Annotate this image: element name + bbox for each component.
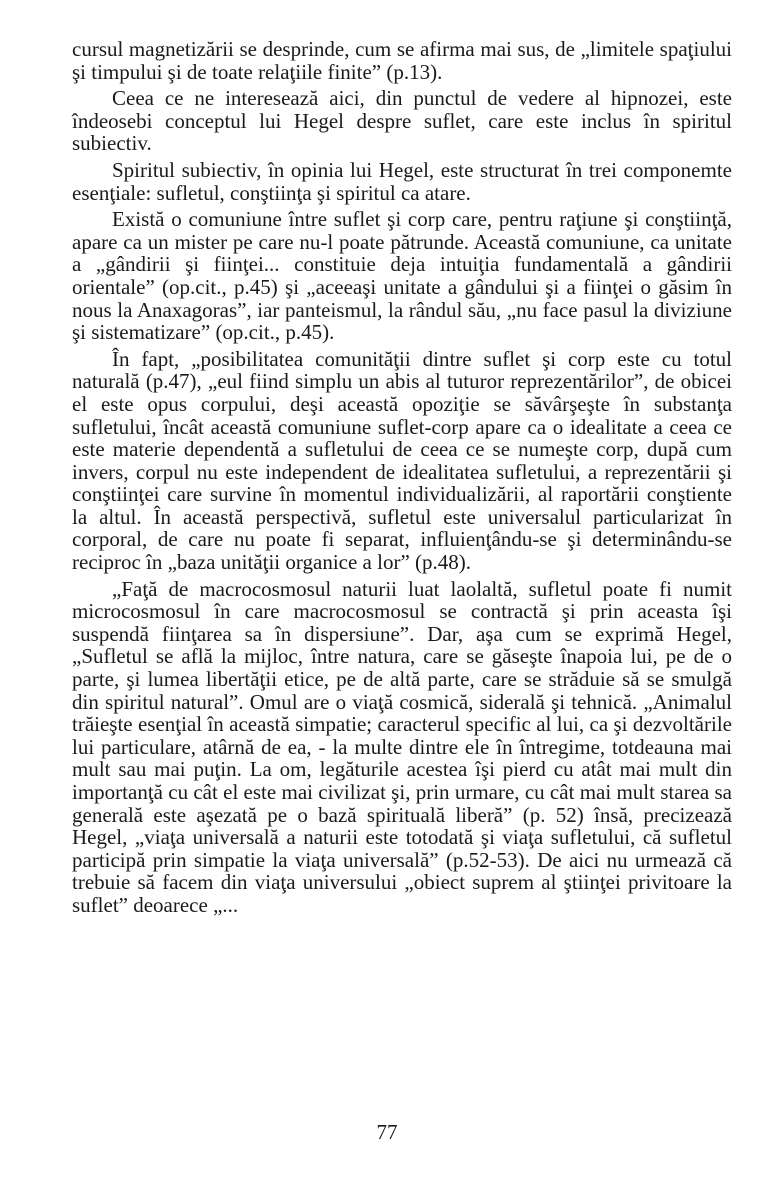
body-text [72,38,732,921]
paragraph-continuation: cursul magnetizării se desprinde, cum se afirma mai sus, de „limitele spaţiului şi timpului şi de toate relaţiile finite” (p.13). [72,37,732,84]
page-number: 77 [376,1120,398,1144]
paragraph-hypnosis-interest: Ceea ce ne interesează aici, din punctul de vedere al hipnozei, este îndeosebi conceptul lui Hegel despre suflet, care este inclus în spiritul subiectiv. [72,86,732,156]
paragraph-subjective-spirit: Spiritul subiectiv, în opinia lui Hegel, este structurat în trei componemte esenţiale: sufletul, conştiinţa şi spiritul ca atare. [72,157,732,205]
paragraph-macrocosm: „Faţă de macrocosmosul naturii luat laolaltă, sufletul poate fi numit microcosmosul în care macrocosmosul se contractă şi prin aceasta îşi suspendă fiinţarea sa în dispersiune”. Dar, aşa cum se exprimă Hegel, „Sufletul se află la mijloc, între natura, care se găseşte înapoia lui, pe de o parte, şi lumea libertăţii etice, pe de altă parte, care se străduie să se smulgă din spiritul natural”. Omul are o viaţă cosmică, siderală şi tehnică. „Animalul trăieşte esenţial în această simpatie; caracterul specific al lui, ca şi dezvoltările lui particulare, atârnă de ea, - la multe dintre ele în întregime, totdeauna mai mult sau mai puţin. La om, legăturile acestea îşi pierd cu atât mai mult din importanţă cu cât el este mai civilizat şi, prin urmare, cu cât mai mult starea sa generală este aşezată pe o bază spirituală liberă” (p. 52) însă, precizează Hegel, „viaţa universală a naturii este totodată şi viaţa sufletului, că sufletul participă prin simpatie la viaţa universală” (p.52-53). De aici nu urmează că trebuie să facem din viaţa universului „obiect suprem al ştiinţei privitoare la suflet” deoarece „... [72,576,732,917]
paragraph-soul-body-communion: Există o comuniune între suflet şi corp care, pentru raţiune şi conştiinţă, apare ca un mister pe care nu-l poate pătrunde. Această comuniune, ca unitate a „gândirii şi fiinţei... constituie deja intuiţia fundamentală a gândirii orientale” (op.cit., p.45) şi „aceeaşi unitate a gândului şi a fiinţei o găsim în nous la Anaxagoras”, iar panteismul, la rândul său, „nu face pasul la diviziune şi sistematizare” (op.cit., p.45). [72,207,732,345]
paragraph-community-possibility: În fapt, „posibilitatea comunităţii dintre suflet şi corp este cu totul naturală (p.47), „eul fiind simplu un abis al tuturor reprezentărilor”, de obicei el este opus corpului, deşi această opoziţie se săvârşeşte în substanţa sufletului, încât această comuniune suflet-corp apare ca o idealitate a ceea ce este materie dependentă a sufletului de ceea ce se numeşte corp, după cum invers, corpul nu este independent de idealitatea sufletului, a reprezentării şi conştiinţei care survine în momentul individualizării, al raportării conştiente la altul. În această perspectivă, sufletul este universalul particularizat în corporal, de care nu poate fi separat, influienţându-se şi determinându-se reciproc în „baza unităţii organice a lor” (p.48). [72,346,732,575]
